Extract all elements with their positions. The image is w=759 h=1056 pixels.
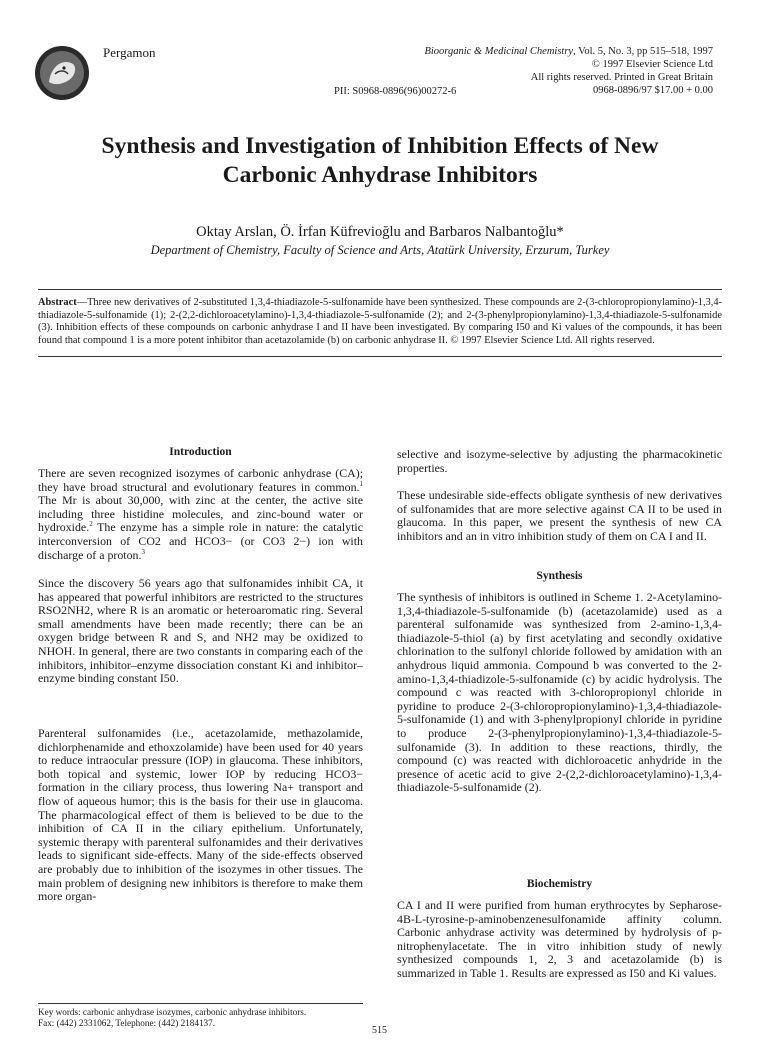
copyright-line: © 1997 Elsevier Science Ltd (591, 59, 713, 70)
publisher-logo-icon (33, 44, 91, 102)
footnote-rule (38, 1003, 363, 1004)
abstract-bottom-rule (38, 356, 722, 357)
synthesis-heading: Synthesis (536, 570, 583, 582)
journal-details: , Vol. 5, No. 3, pp 515–518, 1997 (573, 46, 713, 57)
page-number: 515 (372, 1025, 387, 1036)
footnote (38, 1007, 363, 1018)
abstract-label: Abstract (38, 297, 77, 308)
abstract-text: —Three new derivatives of 2-substituted 1,3,4-thiadiazole-5-sulfonamide have been synthesized. These compounds are 2-(3-chloropropionylamino)-1,3,4-thiadiazole-5-sulfonamide (1); 2-(2,2-dichloroacetylamino)-1,3,4-thiadiazole-5-sulfonamide (2); and 2-(3-phenylpropionylamino)-1,3,4-thiadiazole-5-sulfonamide (3). Inhibition effects of these compounds on carbonic anhydrase I and II have been investigated. By comparing I50 and Ki values of the compounds, it has been found that compound 1 is a more potent inhibitor than acetazolamide (b) on carbonic anhydrase II. © 1997 Elsevier Science Ltd. All rights reserved. (38, 297, 722, 346)
introduction-heading: Introduction (169, 446, 232, 458)
journal-name: Bioorganic & Medicinal Chemistry (424, 46, 574, 57)
rights-line: All rights reserved. Printed in Great Britain (530, 72, 713, 83)
synthesis-paragraph: The synthesis of inhibitors is outlined in Scheme 1. 2-Acetylamino-1,3,4-thiadiazole-5-sulfonamide (b) (acetazolamide) used as a parenteral sulfonamide was synthesized from 2-amino-1,3,4-thiadiazole-5-thiol (a) by first acetylating and secondly oxidative chlorination to the sulfonyl chloride followed by amidation with an anhydrous liquid ammonia. Compound b was converted to the 2-amino-1,3,4-thiadizole-5-sulfonamide (c) by acidic hydrolysis. The compound c was reacted with 3-chloropropionyl chloride in pyridine to produce 2-(3-chloropropionylamino)-1,3,4-thiadiazole-5-sulfonamide (1) and with 3-phenylpropionyl chloride in pyridine to produce 2-(3-phenylpropionylamino)-1,3,4-thiadiazole-5-sulfonamide (3). In addition to these reactions, thirdly, the compound (c) was reacted with dichloroacetic anhydride in the presence of acetic acid to give 2-(2,2-dichloroacetylamino)-1,3,4-thiadiazole-5-sulfonamide (2). (397, 590, 722, 795)
author-list: Oktay Arslan, Ö. İrfan Küfrevioğlu and Barbaros Nalbantoğlu* (196, 224, 564, 240)
title-line-2: Carbonic Anhydrase Inhibitors (222, 162, 538, 188)
price-line: 0968-0896/97 $17.00 + 0.00 (593, 85, 713, 96)
right-paragraph-2: These undesirable side-effects obligate synthesis of new derivatives of sulfonamides that are more selective against CA II to be used in glaucoma. In this paper, we present the synthesis of new CA inhibitors and an in vitro inhibition study of them on CA I and II. (397, 488, 722, 543)
footnote-contact: Fax: (442) 2331062, Telephone: (442) 2184137. (38, 1018, 216, 1028)
intro-paragraph-2: Since the discovery 56 years ago that sulfonamides inhibit CA, it has appeared that powerful inhibitors are restricted to the structures RSO2NH2, where R is an aromatic or heteroaromatic ring. Several small amendments have been made recently; there can be an oxygen bridge between R and S, and NH2 may be oxidized to NHOH. In general, there are two constants in comparing each of the inhibitors, inhibitor–enzyme dissociation constant Ki and inhibitor–enzyme binding constant I50. (38, 576, 363, 686)
pii-identifier: PII: S0968-0896(96)00272-6 (334, 86, 457, 97)
intro-paragraph-3: Parenteral sulfonamides (i.e., acetazolamide, methazolamide, dichlorphenamide and ethoxzolamide) have been used for 40 years to reduce intraocular pressure (IOP) in glaucoma. These inhibitors, both topical and systemic, lower IOP by reducing HCO3− formation in the ciliary process, thus lowering Na+ transport and flow of aqueous humor; this is the basis for their use in glaucoma. The pharmacological effect of them is believed to be due to the inhibition of CA II in the ciliary epithelium. Unfortunately, systemic therapy with parenteral sulfonamides and their derivatives leads to significant side-effects. Many of the side-effects observed are probably due to inhibition of the isozymes in other tissues. The main problem of designing new inhibitors is therefore to make them more organ- (38, 726, 363, 904)
intro-paragraph-1: There are seven recognized isozymes of carbonic anhydrase (CA); they have broad structural and evolutionary features in common.$^1$ The Mr is about 30,000, with zinc at the center, the active site including three histidine molecules, and zinc-bound water or hydroxide.$^2$ The enzyme has a simple role in nature: the catalytic interconversion of CO2 and HCO3− (or CO3 2−) ion with discharge of a proton.$^3$ (38, 466, 363, 562)
title-line-1: Synthesis and Investigation of Inhibition Effects of New (101, 133, 659, 159)
article-title (40, 132, 720, 190)
abstract-top-rule (38, 289, 722, 290)
right-paragraph-1: selective and isozyme-selective by adjusting the pharmacokinetic properties. (397, 447, 722, 475)
affiliation: Department of Chemistry, Faculty of Science and Arts, Atatürk University, Erzurum, Turkey (150, 243, 610, 257)
biochemistry-heading: Biochemistry (526, 878, 593, 890)
biochemistry-paragraph: CA I and II were purified from human erythrocytes by Sepharose-4B-L-tyrosine-p-aminobenzenesulfonamide affinity column. Carbonic anhydrase activity was determined by hydrolysis of p-nitrophenylacetate. The in vitro inhibition study of newly synthesized compounds 1, 2, 3 and acetazolamide (b) is summarized in Table 1. Results are expressed as I50 and Ki values. (397, 898, 722, 980)
footnote-keywords: Key words: carbonic anhydrase isozymes, carbonic anhydrase inhibitors. (38, 1007, 307, 1017)
journal-citation (424, 45, 713, 97)
publisher-name: Pergamon (103, 45, 156, 60)
abstract (38, 297, 722, 347)
